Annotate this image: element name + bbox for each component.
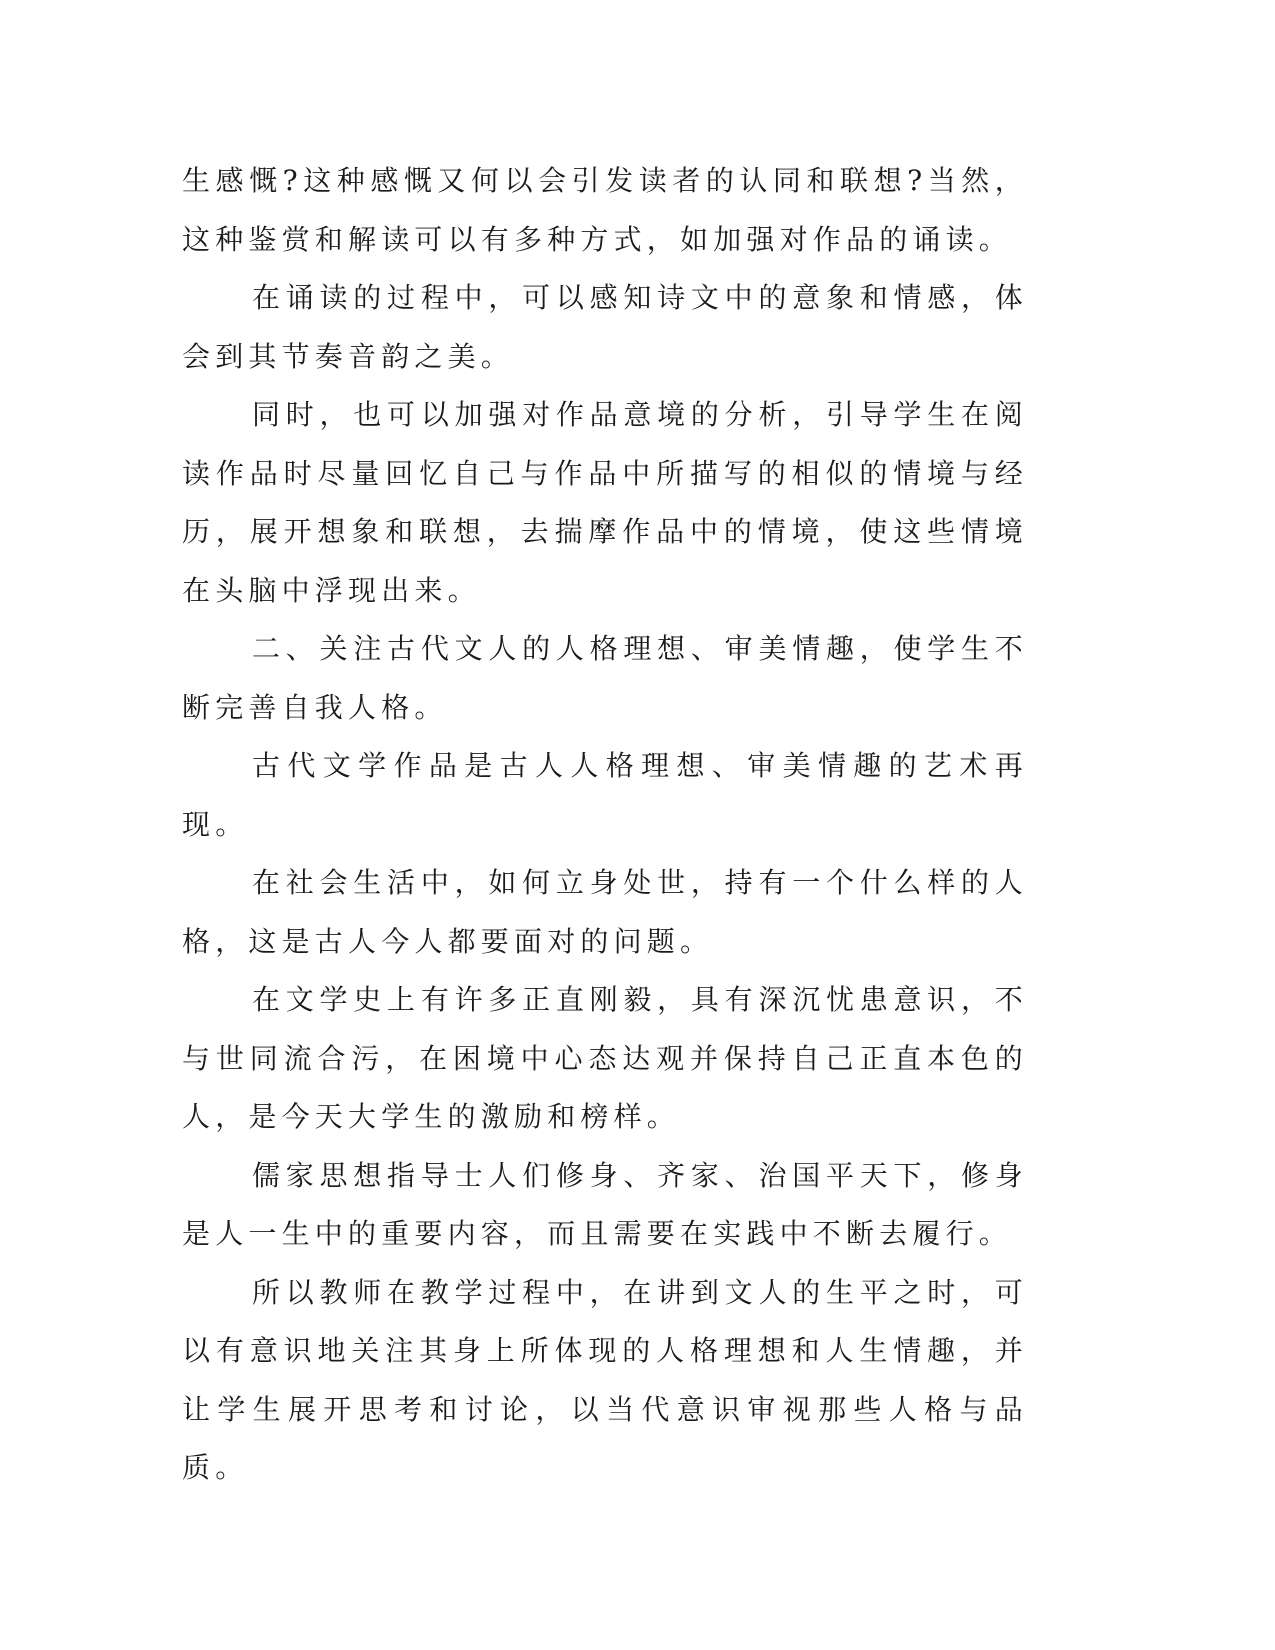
paragraph-8: 儒家思想指导士人们修身、齐家、治国平天下，修身是人一生中的重要内容，而且需要在实践中不断去履行。	[182, 1158, 1028, 1250]
paragraph-6: 在社会生活中，如何立身处世，持有一个什么样的人格，这是古人今人都要面对的问题。	[182, 866, 1028, 958]
paragraph-1: 生感慨?这种感慨又何以会引发读者的认同和联想?当然，这种鉴赏和解读可以有多种方式，如加强对作品的诵读。	[182, 164, 1028, 256]
paragraph-2: 在诵读的过程中，可以感知诗文中的意象和情感，体会到其节奏音韵之美。	[182, 281, 1028, 373]
document-body	[182, 152, 1028, 1498]
paragraph-9: 所以教师在教学过程中，在讲到文人的生平之时，可以有意识地关注其身上所体现的人格理想和人生情趣，并让学生展开思考和讨论，以当代意识审视那些人格与品质。	[182, 1275, 1028, 1484]
paragraph-3: 同时，也可以加强对作品意境的分析，引导学生在阅读作品时尽量回忆自己与作品中所描写的相似的情境与经历，展开想象和联想，去揣摩作品中的情境，使这些情境在头脑中浮现出来。	[182, 398, 1028, 607]
section-heading-2: 二、关注古代文人的人格理想、审美情趣，使学生不断完善自我人格。	[182, 632, 1028, 724]
paragraph-7: 在文学史上有许多正直刚毅，具有深沉忧患意识，不与世同流合污，在困境中心态达观并保持自己正直本色的人，是今天大学生的激励和榜样。	[182, 983, 1028, 1133]
paragraph-5: 古代文学作品是古人人格理想、审美情趣的艺术再现。	[182, 749, 1028, 841]
